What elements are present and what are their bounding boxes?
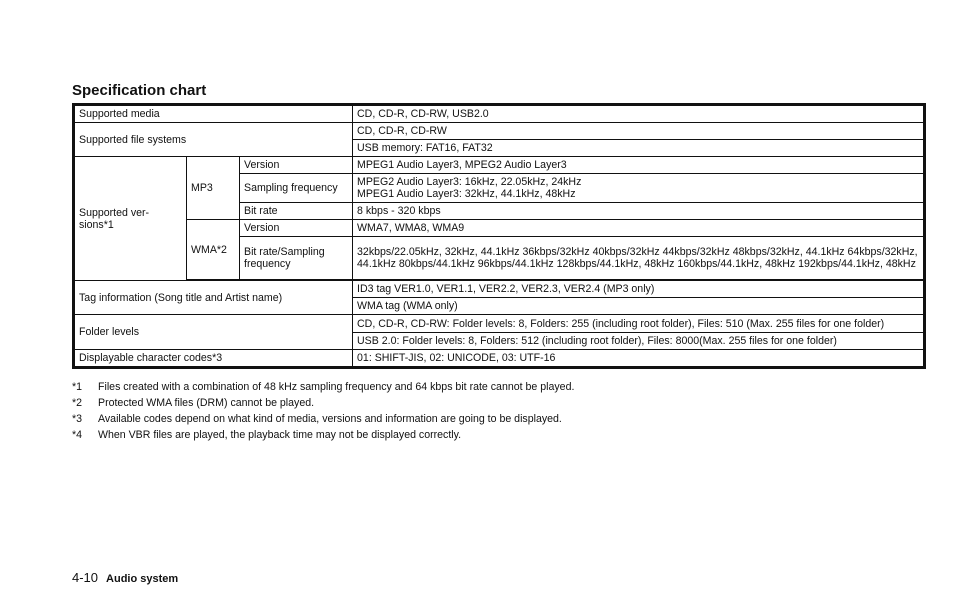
char-codes-value: 01: SHIFT-JIS, 02: UNICODE, 03: UTF-16 [353, 350, 925, 368]
mp3-sampling-value: MPEG2 Audio Layer3: 16kHz, 22.05kHz, 24kHz MPEG1 Audio Layer3: 32kHz, 44.1kHz, 48kHz [353, 174, 925, 203]
char-codes-label: Displayable character codes*3 [74, 350, 353, 368]
footnote-mark: *4 [72, 429, 83, 441]
tag-info-value-id3: ID3 tag VER1.0, VER1.1, VER2.2, VER2.3, VER2.4 (MP3 only) [353, 281, 925, 298]
table-row [74, 281, 925, 298]
footnote [72, 379, 574, 395]
table-row [74, 157, 925, 174]
folder-levels-value-usb: USB 2.0: Folder levels: 8, Folders: 512 (including root folder), Files: 8000(Max. 255 files for one folder) [353, 333, 925, 350]
wma-bitrate-value: 32kbps/22.05kHz, 32kHz, 44.1kHz 36kbps/32kHz 40kbps/32kHz 44kbps/32kHz 48kbps/32kHz, 44.1kHz 64kbps/32kHz, 44.1kHz 80kbps/44.1kHz 96kbps/44.1kHz 128kbps/44.1kHz, 48kHz 160kbps/44.1kHz, 48kHz 192kbps/44.1kHz, 48kHz [353, 237, 925, 280]
footnote-mark: *1 [72, 381, 83, 393]
tag-info-label: Tag information (Song title and Artist name) [74, 281, 353, 315]
footnotes [72, 379, 574, 443]
section-name: Audio system [106, 573, 179, 585]
page-footer [72, 570, 178, 585]
table-row [74, 123, 925, 140]
footnote-mark: *2 [72, 397, 83, 409]
supported-media-label: Supported media [74, 105, 353, 123]
footnote [72, 427, 574, 443]
table-row [74, 350, 925, 368]
wma-version-label: Version [240, 220, 353, 237]
supported-versions-label: Supported ver- sions*1 [74, 157, 187, 281]
mp3-version-value: MPEG1 Audio Layer3, MPEG2 Audio Layer3 [353, 157, 925, 174]
mp3-sampling-label: Sampling frequency [240, 174, 353, 203]
wma-bitrate-label: Bit rate/Sampling frequency [240, 237, 353, 280]
mp3-bitrate-label: Bit rate [240, 203, 353, 220]
footnote-mark: *3 [72, 413, 83, 425]
table-row [74, 105, 925, 123]
folder-levels-value-cd: CD, CD-R, CD-RW: Folder levels: 8, Folders: 255 (including root folder), Files: 510 (Max. 255 files for one folder) [353, 315, 925, 333]
wma-version-value: WMA7, WMA8, WMA9 [353, 220, 925, 237]
footnote-text: When VBR files are played, the playback time may not be displayed correctly. [98, 429, 462, 441]
table-row [74, 315, 925, 333]
file-systems-value-usb: USB memory: FAT16, FAT32 [353, 140, 925, 157]
file-systems-label: Supported file systems [74, 123, 353, 157]
footnote-text: Files created with a combination of 48 kHz sampling frequency and 64 kbps bit rate cannot be played. [98, 381, 575, 393]
file-systems-value-cd: CD, CD-R, CD-RW [353, 123, 925, 140]
folder-levels-label: Folder levels [74, 315, 353, 350]
specification-table [72, 103, 926, 369]
page-number: 4-10 [72, 570, 99, 585]
wma-label: WMA*2 [187, 220, 240, 280]
supported-media-value: CD, CD-R, CD-RW, USB2.0 [353, 105, 925, 123]
tag-info-value-wma: WMA tag (WMA only) [353, 298, 925, 315]
footnote-text: Protected WMA files (DRM) cannot be played. [98, 397, 315, 409]
mp3-version-label: Version [240, 157, 353, 174]
mp3-bitrate-value: 8 kbps - 320 kbps [353, 203, 925, 220]
mp3-label: MP3 [187, 157, 240, 220]
footnote [72, 411, 574, 427]
section-title: Specification chart [72, 82, 207, 99]
footnote [72, 395, 574, 411]
table-row [74, 220, 925, 237]
footnote-text: Available codes depend on what kind of media, versions and information are going to be displayed. [98, 413, 562, 425]
